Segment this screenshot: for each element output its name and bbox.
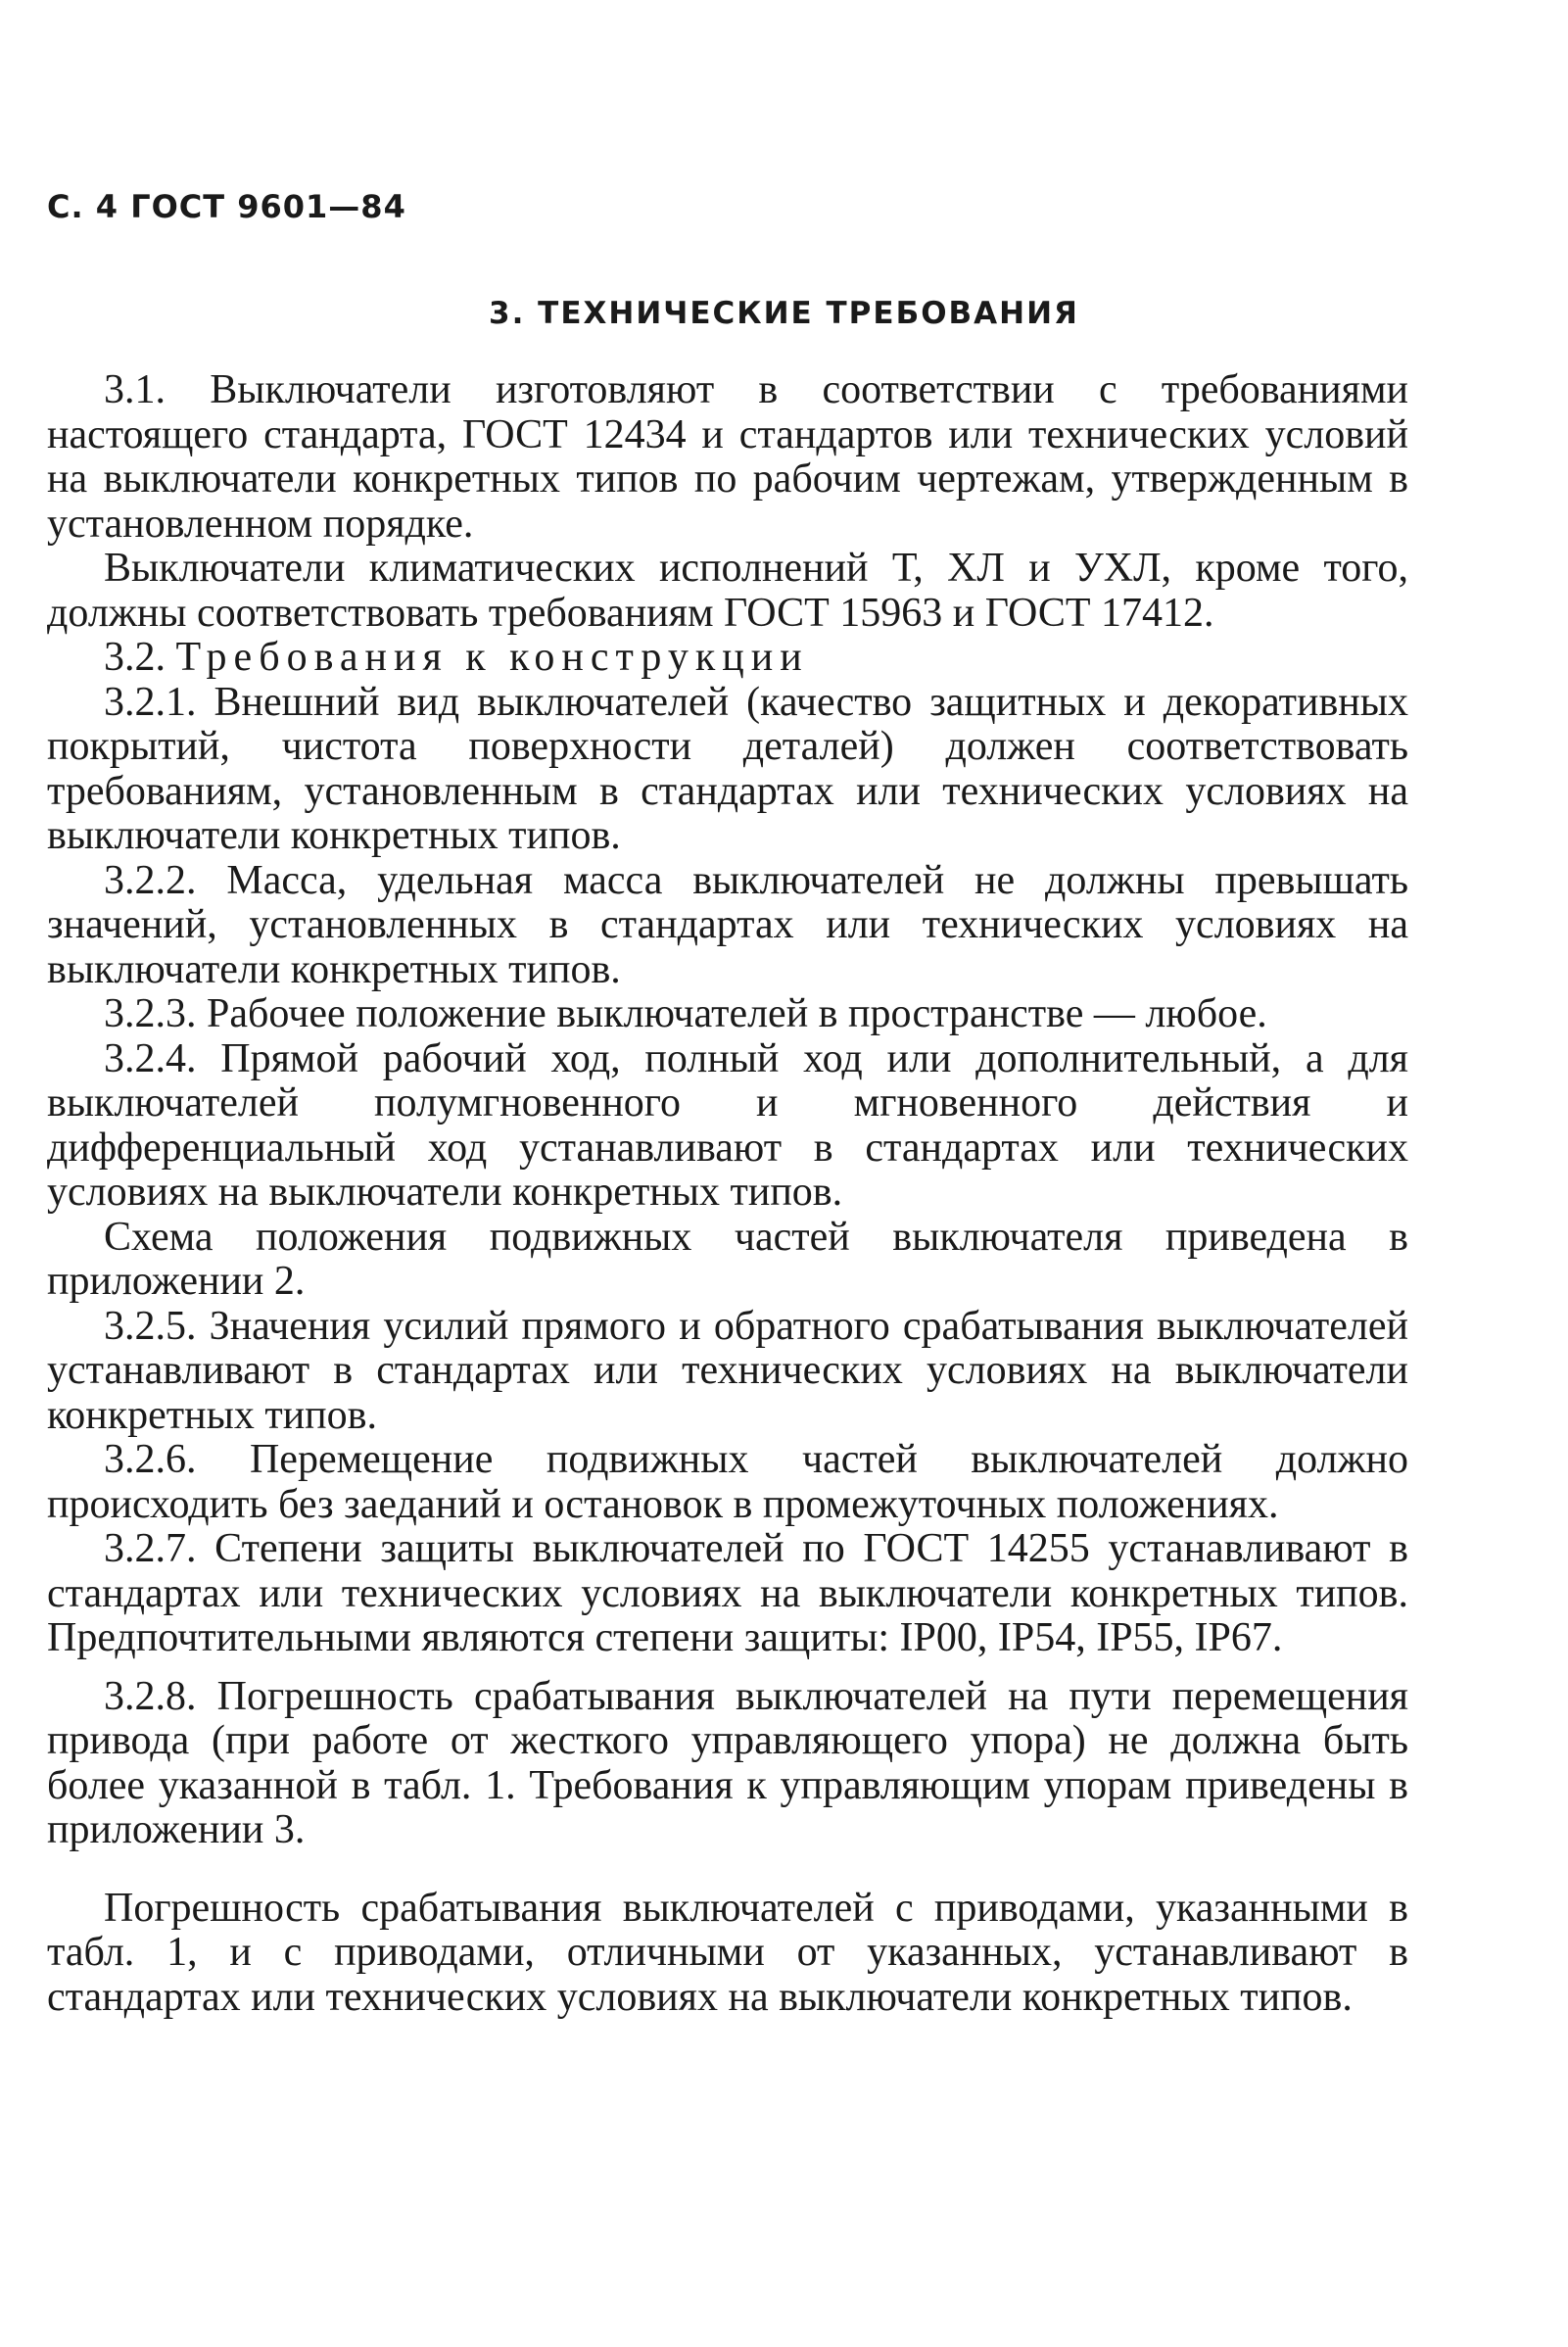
- paragraph-3-2-1: 3.2.1. Внешний вид выключателей (качество защитных и декоративных покрытий, чистота поверхности деталей) должен соответствовать требованиям, установленным в стандартах или технических условиях на выключатели конкретных типов.: [47, 679, 1408, 858]
- document-body: [47, 368, 1408, 2020]
- subsection-number: 3.2.: [104, 635, 166, 680]
- paragraph-3-1: 3.1. Выключатели изготовляют в соответствии с требованиями настоящего стандарта, ГОСТ 12434 и стандартов или технических условий на выключатели конкретных типов по рабочим чертежам, утвержденным в установленном порядке.: [47, 367, 1408, 547]
- subsection-title: Требования к конструкции: [175, 635, 809, 680]
- paragraph-3-1-continued: Выключатели климатических исполнений Т, ХЛ и УХЛ, кроме того, должны соответствовать требованиям ГОСТ 15963 и ГОСТ 17412.: [47, 546, 1408, 636]
- paragraph-3-2-8: 3.2.8. Погрешность срабатывания выключателей на пути перемещения привода (при работе от жесткого управляющего упора) не должна быть более указанной в табл. 1. Требования к управляющим упорам приведены в приложении 3.: [47, 1673, 1408, 1852]
- section-title: 3. ТЕХНИЧЕСКИЕ ТРЕБОВАНИЯ: [489, 296, 1079, 331]
- paragraph-3-2-5: 3.2.5. Значения усилий прямого и обратного срабатывания выключателей устанавливают в стандартах или технических условиях на выключатели конкретных типов.: [47, 1303, 1408, 1438]
- subsection-heading-3-2: [47, 636, 1408, 681]
- paragraph-3-2-8-continued: Погрешность срабатывания выключателей с приводами, указанными в табл. 1, и с приводами, отличными от указанных, устанавливают в стандартах или технических условиях на выключатели конкретных типов.: [47, 1885, 1408, 2020]
- paragraph-3-2-4-continued: Схема положения подвижных частей выключателя приведена в приложении 2.: [47, 1214, 1408, 1304]
- paragraph-3-2-6: 3.2.6. Перемещение подвижных частей выключателей должно происходить без заеданий и остановок в промежуточных положениях.: [47, 1437, 1408, 1527]
- paragraph-3-2-4: 3.2.4. Прямой рабочий ход, полный ход или дополнительный, а для выключателей полумгновенного и мгновенного действия и дифференциальный ход устанавливают в стандартах или технических условиях на выключатели конкретных типов.: [47, 1035, 1408, 1215]
- paragraph-3-2-7: 3.2.7. Степени защиты выключателей по ГОСТ 14255 устанавливают в стандартах или технических условиях на выключатели конкретных типов. Предпочтительными являются степени защиты: IP00, IP54, IP55, IP67.: [47, 1526, 1408, 1660]
- paragraph-3-2-2: 3.2.2. Масса, удельная масса выключателей не должны превышать значений, установленных в стандартах или технических условиях на выключатели конкретных типов.: [47, 857, 1408, 992]
- page-header: С. 4 ГОСТ 9601—84: [47, 188, 406, 225]
- paragraph-3-2-3: 3.2.3. Рабочее положение выключателей в пространстве — любое.: [104, 991, 1267, 1036]
